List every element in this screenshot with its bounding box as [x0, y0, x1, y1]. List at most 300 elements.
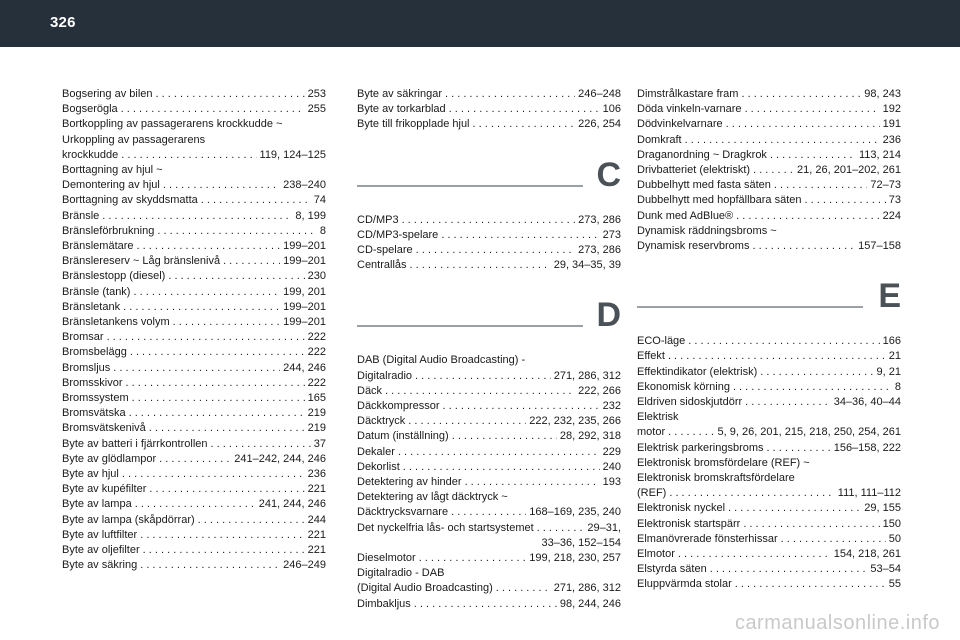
index-term: Dimstrålkastare fram [637, 88, 739, 100]
dot-leader [149, 421, 305, 436]
dot-leader [678, 547, 831, 562]
index-term: Detektering av lågt däcktryck ~ [357, 491, 508, 504]
dot-leader [159, 452, 231, 467]
index-entry-line [357, 551, 621, 566]
page-reference: 8 [894, 380, 901, 393]
page-reference: 8 [319, 224, 326, 237]
index-entry-line [637, 425, 901, 440]
index-term: Dynamisk räddningsbroms ~ [637, 224, 777, 237]
index-entry [637, 349, 901, 364]
section-heading [357, 155, 621, 209]
section-letter: C [596, 155, 621, 194]
page-reference: 232 [602, 400, 621, 413]
index-entry-line [637, 501, 901, 516]
index-entry-line [637, 562, 901, 577]
page-reference: 50 [888, 532, 901, 545]
index-entry [62, 315, 326, 330]
index-term: Däckkompressor [357, 400, 440, 413]
index-term: Bränsle [62, 209, 100, 222]
index-entry [62, 543, 326, 558]
index-entry [62, 163, 326, 193]
dot-leader [149, 482, 304, 497]
index-term: Domkraft [637, 133, 682, 146]
index-term: Byte av säkring [62, 559, 138, 572]
page-reference: 238–240 [283, 179, 326, 192]
dot-leader [688, 334, 879, 349]
page-reference: 199–201 [283, 240, 326, 253]
dot-leader [143, 543, 305, 558]
dot-leader [398, 445, 600, 460]
dot-leader [752, 239, 855, 254]
index-entry-line [357, 460, 621, 475]
index-term: Effekt [637, 350, 665, 363]
index-entry [357, 445, 621, 460]
page-header-bar [0, 0, 960, 47]
index-term: Centrallås [357, 259, 407, 272]
section-letter: D [596, 296, 621, 335]
page-reference: 226, 254 [578, 118, 621, 131]
index-entry [357, 213, 621, 228]
index-term: Bränsleförbrukning [62, 224, 155, 237]
index-entry [62, 209, 326, 224]
page-reference: 5, 9, 26, 201, 215, 218, 250, 254, 261 [717, 426, 901, 439]
index-entry-line [62, 482, 326, 497]
dot-leader [130, 345, 305, 360]
page-reference: 111, 111–112 [837, 487, 901, 500]
index-entry [637, 133, 901, 148]
page-reference: 29, 34–35, 39 [553, 259, 621, 272]
index-term: Ekonomisk körning [637, 380, 730, 393]
index-entry [637, 148, 901, 163]
page-reference: 199, 201 [283, 285, 326, 298]
index-term: Bränslestopp (diesel) [62, 270, 166, 283]
section-divider [637, 306, 863, 308]
index-term: Datum (inställning) [357, 430, 449, 443]
index-term-last-line: Däcktrycksvarnare [357, 506, 449, 519]
page-reference: 246–248 [578, 88, 621, 100]
index-term: Elmotor [637, 548, 675, 561]
index-entry [637, 395, 901, 410]
page-reference: 244 [307, 513, 326, 526]
page-reference: 240 [602, 460, 621, 473]
index-entry-line [62, 315, 326, 330]
index-term: Bromsvätska [62, 407, 126, 420]
index-entry [637, 224, 901, 254]
index-term: Eluppvärmda stolar [637, 578, 732, 591]
index-entry-line [357, 258, 621, 273]
index-entry-line [62, 421, 326, 436]
index-entry [62, 102, 326, 117]
index-entry-line [637, 486, 901, 501]
index-entry [62, 513, 326, 528]
dot-leader [685, 133, 880, 148]
dot-leader [403, 460, 600, 475]
section-divider [357, 185, 583, 187]
index-term: Elektronisk bromsfördelare (REF) ~ [637, 456, 810, 469]
dot-leader [121, 148, 256, 163]
index-entry [357, 228, 621, 243]
index-entry-line [637, 365, 901, 380]
index-term: Drivbatteriet (elektriskt) [637, 164, 751, 177]
page-reference: 28, 292, 318 [559, 430, 621, 443]
index-term: Däck [357, 384, 383, 397]
index-entry-line [637, 163, 901, 178]
index-entry-line [62, 254, 326, 269]
index-entry [637, 456, 901, 502]
page-reference: 219 [307, 422, 326, 435]
index-term: CD/MP3-spelare [357, 228, 439, 241]
page-reference: 8, 199 [295, 209, 326, 222]
dot-leader [760, 365, 873, 380]
page-reference: 236 [882, 133, 901, 146]
dot-leader [113, 361, 280, 376]
page-reference: 119, 124–125 [259, 148, 326, 161]
index-entry [62, 361, 326, 376]
index-entry [62, 117, 326, 163]
index-entry-line [357, 102, 621, 117]
page-reference: 55 [888, 578, 901, 591]
index-entry [357, 460, 621, 475]
index-entry-line [62, 376, 326, 391]
page-reference: 230 [307, 270, 326, 283]
index-entry-line [62, 102, 326, 117]
index-entry [357, 384, 621, 399]
index-entry [357, 87, 621, 102]
index-entry-line [62, 497, 326, 512]
index-term: Elektrisk [637, 411, 679, 424]
index-entry [62, 239, 326, 254]
page-reference: 244, 246 [283, 361, 326, 374]
index-entry-line [357, 87, 621, 102]
index-column-1 [62, 87, 326, 574]
index-entry [357, 429, 621, 444]
dot-leader [132, 391, 305, 406]
index-entry-line [637, 148, 901, 163]
index-term: Bortkoppling av passagerarens krockkudde ~ [62, 118, 283, 131]
page-reference: 98, 243 [864, 88, 901, 100]
index-entry-line [637, 193, 901, 208]
index-term: Dubbelhytt med hopfällbara säten [637, 194, 802, 207]
page-reference: 229 [602, 445, 621, 458]
index-entry [62, 437, 326, 452]
page-reference: 166 [882, 335, 901, 348]
page-reference: 74 [313, 194, 326, 207]
index-term: Bromsvätskenivå [62, 422, 146, 435]
index-term: Dekaler [357, 445, 395, 458]
index-entry-line [637, 517, 901, 532]
index-entry-line [637, 577, 901, 592]
section-heading [357, 295, 621, 349]
index-term: Elstyrda säten [637, 563, 707, 576]
page-reference: 9, 21 [876, 365, 901, 378]
index-entry-line [637, 349, 901, 364]
index-entry [62, 224, 326, 239]
index-entry-line [62, 543, 326, 558]
index-entry-line [637, 209, 901, 224]
index-entry-line [637, 395, 901, 410]
index-term: Elektronisk startspärr [637, 517, 741, 530]
page-reference: 29, 155 [864, 502, 901, 515]
index-entry-line [637, 441, 901, 456]
index-entry [357, 102, 621, 117]
index-term: Döda vinkeln-varnare [637, 103, 742, 116]
index-term: Dimbakljus [357, 597, 411, 610]
index-entry-line [62, 224, 326, 239]
section-heading [637, 276, 901, 330]
index-entry-line [62, 239, 326, 254]
index-entry-line [357, 445, 621, 460]
dot-leader [668, 425, 714, 440]
index-entry-line [357, 597, 621, 612]
index-entry-line [62, 209, 326, 224]
page-reference: 37 [313, 437, 326, 450]
index-entry [62, 345, 326, 360]
index-term: Elmanövrerade fönsterhissar [637, 532, 778, 545]
index-term-last-line: Dynamisk reservbroms [637, 240, 750, 253]
dot-leader [223, 254, 280, 269]
dot-leader [733, 380, 892, 395]
dot-leader [140, 558, 280, 573]
index-entry [62, 330, 326, 345]
index-entry-line [637, 380, 901, 395]
index-term: Bränsle (tank) [62, 285, 131, 298]
index-entry [637, 178, 901, 193]
index-term: Digitalradio - DAB [357, 567, 445, 580]
index-entry [357, 475, 621, 490]
dot-leader [385, 384, 575, 399]
page-reference: 199, 218, 230, 257 [529, 552, 621, 565]
dot-leader [133, 285, 280, 300]
index-entry-line [62, 406, 326, 421]
index-entry [637, 163, 901, 178]
section-letter: E [878, 277, 901, 316]
page-reference: 21 [888, 350, 901, 363]
dot-leader [452, 429, 557, 444]
dot-leader [198, 513, 305, 528]
index-term: Byte av batteri i fjärrkontrollen [62, 437, 208, 450]
index-entry [637, 501, 901, 516]
dot-leader [728, 501, 861, 516]
page-reference: 98, 244, 246 [559, 597, 621, 610]
index-term-last-line: Demontering av hjul [62, 179, 160, 192]
index-term: Byte av kupéfilter [62, 483, 147, 496]
index-entry [62, 269, 326, 284]
page-reference: 246–249 [283, 559, 326, 572]
index-term: Elektrisk parkeringsbroms [637, 441, 764, 454]
index-entry [62, 300, 326, 315]
index-entry [357, 117, 621, 132]
dot-leader [767, 441, 831, 456]
index-entry-line [62, 87, 326, 102]
index-entry-line [357, 117, 621, 132]
index-term: Elektronisk nyckel [637, 502, 726, 515]
index-entry [637, 102, 901, 117]
page-reference: 192 [882, 103, 901, 116]
index-entry [62, 406, 326, 421]
index-entry-line [62, 513, 326, 528]
index-entry [637, 334, 901, 349]
index-entry [357, 597, 621, 612]
page-reference: 73 [888, 194, 901, 207]
dot-leader [735, 577, 886, 592]
index-term: Byte av glödlampor [62, 452, 157, 465]
index-term: Draganordning ~ Dragkrok [637, 148, 767, 161]
index-entry-line [357, 213, 621, 228]
dot-leader [443, 399, 600, 414]
index-entry [357, 490, 621, 520]
dot-leader [805, 193, 886, 208]
dot-leader [416, 243, 576, 258]
index-column-2 [357, 87, 621, 612]
page-reference: 165 [307, 392, 326, 405]
index-term-continuation: Elektronisk bromskraftsfördelare [637, 472, 795, 485]
index-entry-line [357, 581, 621, 596]
index-entry [62, 467, 326, 482]
dot-leader [745, 395, 831, 410]
index-entry-line [637, 532, 901, 547]
index-entry-line [357, 399, 621, 414]
index-entry-line [637, 178, 901, 193]
index-entry-line [637, 239, 901, 254]
index-entry [357, 566, 621, 596]
dot-leader [157, 224, 317, 239]
dot-leader [415, 369, 551, 384]
page-reference: 273, 286 [578, 213, 621, 226]
dot-leader [173, 315, 281, 330]
index-term: Bränslemätare [62, 240, 134, 253]
index-entry-line [62, 285, 326, 300]
index-entry-line [357, 369, 621, 384]
page-reference: 21, 26, 201–202, 261 [797, 164, 901, 177]
index-term: Byte av luftfilter [62, 528, 138, 541]
dot-leader [441, 228, 599, 243]
dot-leader [140, 528, 304, 543]
index-entry-line [62, 178, 326, 193]
index-entry-line [62, 391, 326, 406]
index-term: Dunk med AdBlue® [637, 209, 734, 222]
index-term-last-line: (Digital Audio Broadcasting) [357, 582, 493, 595]
page-number: 326 [50, 14, 76, 31]
index-entry-line [357, 384, 621, 399]
index-entry [637, 441, 901, 456]
index-entry-line [62, 193, 326, 208]
index-term: Bränsletankens volym [62, 316, 170, 329]
index-entry-line [637, 102, 901, 117]
index-entry-line [357, 505, 621, 520]
dot-leader [669, 486, 834, 501]
index-entry [637, 209, 901, 224]
index-term-last-line: krockkudde [62, 148, 119, 161]
index-entry-line [62, 148, 326, 163]
index-entry [637, 365, 901, 380]
index-term: Dubbelhytt med fasta säten [637, 179, 771, 192]
index-term: Bränslereserv ~ Låg bränslenivå [62, 255, 221, 268]
page-reference: 150 [882, 517, 901, 530]
section-divider [357, 325, 583, 327]
dot-leader [451, 505, 526, 520]
page-reference: 191 [882, 118, 901, 131]
page-reference: 113, 214 [858, 148, 901, 161]
index-entry [62, 285, 326, 300]
page-reference: 241, 244, 246 [258, 498, 326, 511]
index-entry-line [62, 558, 326, 573]
page-reference: 273, 286 [578, 244, 621, 257]
dot-leader [414, 597, 557, 612]
index-entry-line [62, 528, 326, 543]
index-term: DAB (Digital Audio Broadcasting) - [357, 354, 526, 367]
index-entry [62, 254, 326, 269]
index-term: Effektindikator (elektrisk) [637, 365, 758, 378]
dot-leader [710, 562, 868, 577]
index-term-continuation: Urkoppling av passagerarens [62, 133, 206, 146]
page-reference: 29–31, [587, 521, 621, 534]
dot-leader [445, 87, 575, 102]
dot-leader [743, 517, 879, 532]
page-reference: 72–73 [870, 179, 901, 192]
index-entry [62, 558, 326, 573]
index-term: Bränsletank [62, 300, 121, 313]
index-entry-line [357, 414, 621, 429]
index-entry [62, 193, 326, 208]
index-term: Bromsskivor [62, 376, 123, 389]
dot-leader [449, 102, 600, 117]
index-entry [637, 577, 901, 592]
index-entry [637, 380, 901, 395]
index-term: Det nyckelfria lås- och startsystemet [357, 521, 534, 534]
page-reference: 221 [307, 528, 326, 541]
page-reference: 193 [602, 476, 621, 489]
dot-leader [745, 102, 880, 117]
page-reference: 34–36, 40–44 [833, 396, 901, 409]
dot-leader [473, 117, 576, 132]
index-entry [357, 353, 621, 383]
dot-leader [402, 213, 576, 228]
index-entry-line [62, 437, 326, 452]
index-entry-line [357, 228, 621, 243]
page-reference: 253 [307, 88, 326, 100]
index-entry-line [357, 243, 621, 258]
index-entry-line [357, 521, 621, 536]
index-entry-line [62, 345, 326, 360]
dot-leader [121, 102, 305, 117]
page-reference: 236 [307, 468, 326, 481]
page-reference: 199–201 [283, 255, 326, 268]
index-term: Eldriven sidoskjutdörr [637, 396, 743, 409]
dot-leader [774, 178, 867, 193]
index-entry-line [637, 334, 901, 349]
dot-leader [107, 330, 305, 345]
index-entry [62, 421, 326, 436]
index-entry [62, 497, 326, 512]
page-reference: 222 [307, 346, 326, 359]
index-term: Byte till frikopplade hjul [357, 118, 470, 131]
dot-leader [211, 437, 311, 452]
index-term-last-line: Digitalradio [357, 369, 413, 382]
index-entry [637, 547, 901, 562]
dot-leader [168, 269, 304, 284]
page-reference-continuation: 33–36, 152–154 [541, 536, 621, 549]
index-term: Byte av lampa [62, 498, 132, 511]
index-entry-line [637, 547, 901, 562]
index-term: Bromsljus [62, 361, 111, 374]
index-term: ECO-läge [637, 335, 686, 348]
index-term: Däcktryck [357, 415, 406, 428]
page-reference: 106 [602, 103, 621, 116]
watermark-text: carmanualsonline.info [734, 612, 940, 634]
dot-leader [137, 239, 281, 254]
index-entry [357, 243, 621, 258]
page-reference: 255 [307, 103, 326, 116]
